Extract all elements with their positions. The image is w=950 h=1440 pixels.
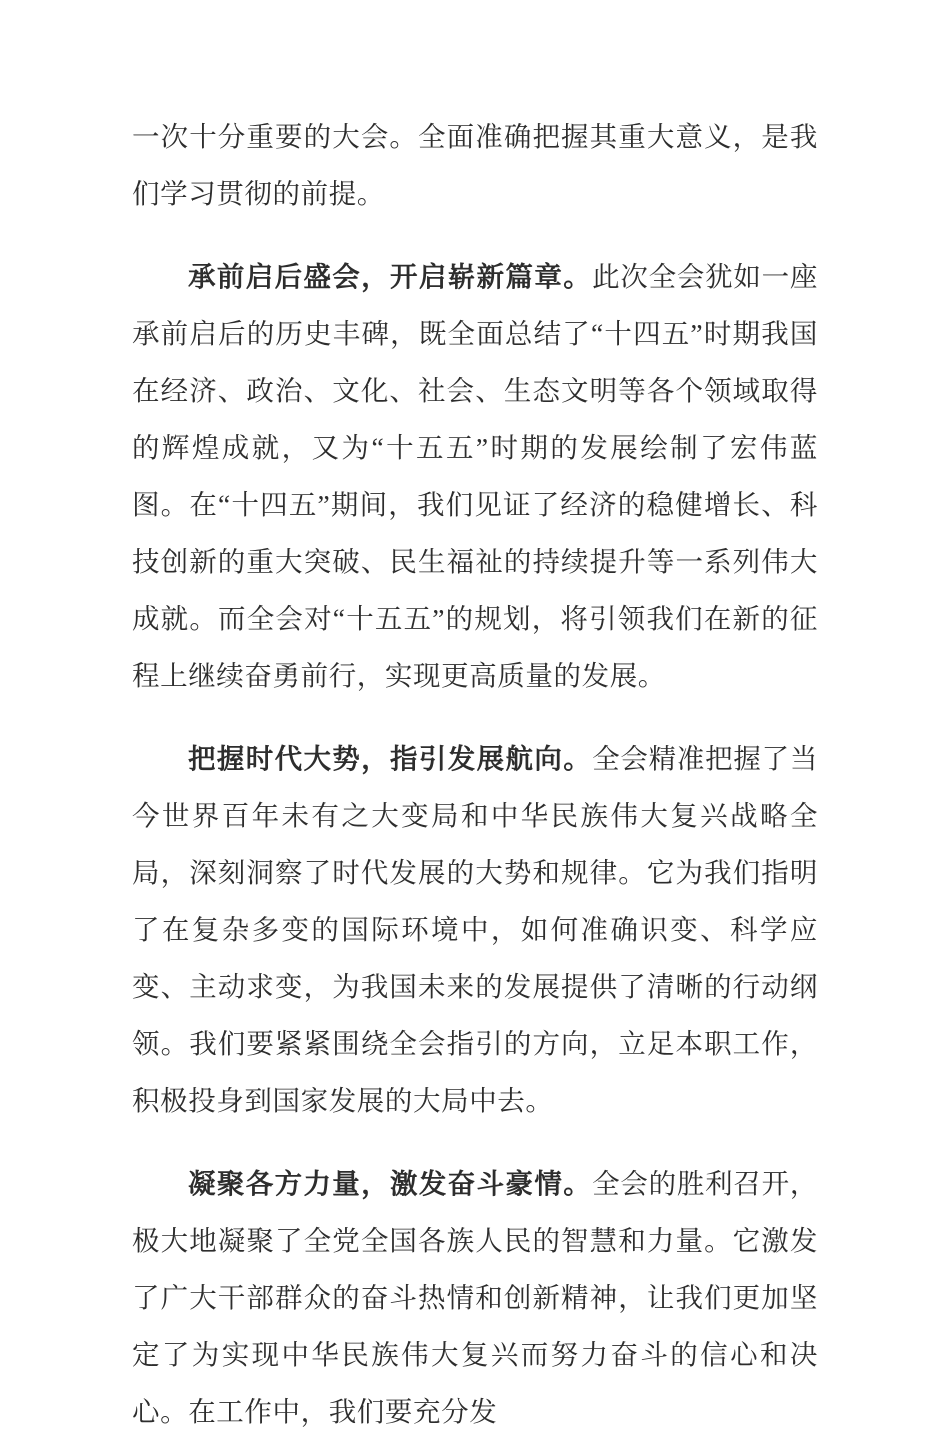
paragraph-text: 一次十分重要的大会。全面准确把握其重大意义，是我们学习贯彻的前提。 bbox=[132, 121, 818, 209]
document-body bbox=[132, 108, 818, 1440]
paragraph-new-chapter bbox=[132, 248, 818, 704]
paragraph-strength bbox=[132, 1155, 818, 1440]
paragraph-lead: 凝聚各方力量，激发奋斗豪情。 bbox=[188, 1168, 593, 1199]
paragraph-trend bbox=[132, 730, 818, 1129]
paragraph-lead: 把握时代大势，指引发展航向。 bbox=[188, 743, 593, 774]
paragraph-lead: 承前启后盛会，开启崭新篇章。 bbox=[188, 261, 593, 292]
paragraph-continuation bbox=[132, 108, 818, 222]
paragraph-text: 全会的胜利召开，极大地凝聚了全党全国各族人民的智慧和力量。它激发了广大干部群众的奋斗热情和创新精神，让我们更加坚定了为实现中华民族伟大复兴而努力奋斗的信心和决心。在工作中，我们要充分发 bbox=[132, 1168, 818, 1427]
paragraph-text: 此次全会犹如一座承前启后的历史丰碑，既全面总结了“十四五”时期我国在经济、政治、文化、社会、生态文明等各个领域取得的辉煌成就，又为“十五五”时期的发展绘制了宏伟蓝图。在“十四五”期间，我们见证了经济的稳健增长、科技创新的重大突破、民生福祉的持续提升等一系列伟大成就。而全会对“十五五”的规划，将引领我们在新的征程上继续奋勇前行，实现更高质量的发展。 bbox=[132, 261, 818, 691]
paragraph-text: 全会精准把握了当今世界百年未有之大变局和中华民族伟大复兴战略全局，深刻洞察了时代发展的大势和规律。它为我们指明了在复杂多变的国际环境中，如何准确识变、科学应变、主动求变，为我国未来的发展提供了清晰的行动纲领。我们要紧紧围绕全会指引的方向，立足本职工作，积极投身到国家发展的大局中去。 bbox=[132, 743, 818, 1116]
